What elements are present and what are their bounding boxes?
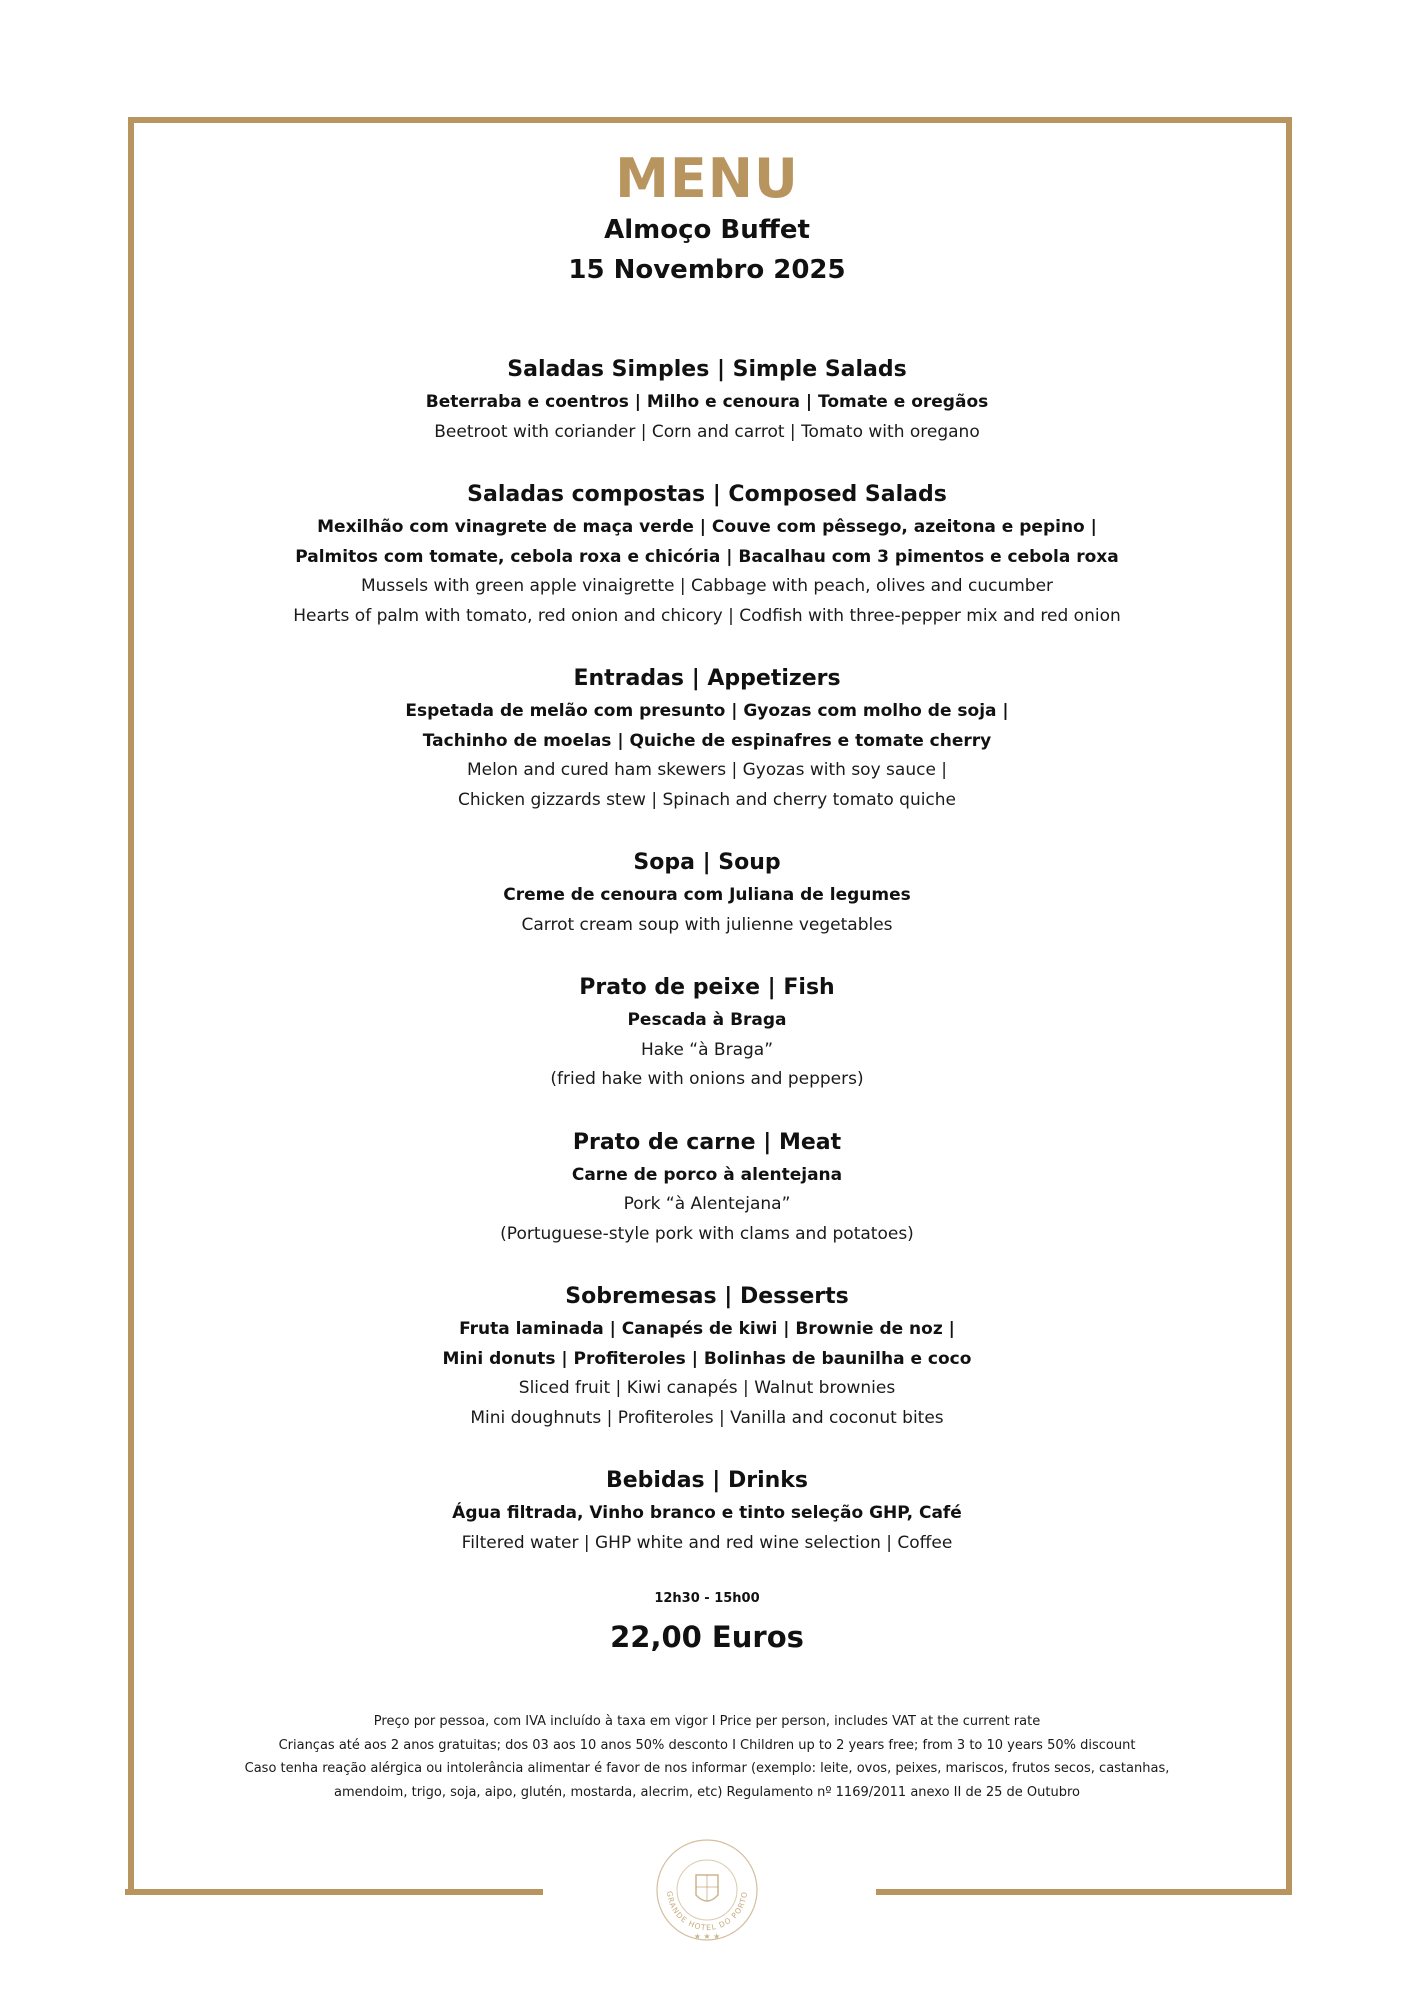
frame-bottom-left-border [125, 1889, 543, 1895]
section-title: Saladas Simples | Simple Salads [507, 357, 907, 382]
english-line: Pork “à Alentejana” [623, 1194, 791, 1214]
menu-sections [180, 352, 1234, 1588]
hotel-crest-icon [652, 1835, 762, 1945]
portuguese-line: Palmitos com tomate, cebola roxa e chicória | Bacalhau com 3 pimentos e cebola roxa [295, 546, 1119, 567]
english-line: Filtered water | GHP white and red wine selection | Coffee [461, 1532, 953, 1553]
note-line: Preço por pessoa, com IVA incluído à taxa em vigor I Price per person, includes VAT at the current rate [373, 1714, 1041, 1729]
note-line: Caso tenha reação alérgica ou intolerância alimentar é favor de nos informar (exemplo: leite, ovos, peixes, mariscos, frutos secos, castanhas, [244, 1761, 1170, 1776]
price: 22,00 Euros [610, 1620, 804, 1654]
portuguese-line: Mexilhão com vinagrete de maça verde | Couve com pêssego, azeitona e pepino | [317, 517, 1097, 537]
crest-text: GRANDE HOTEL DO PORTO [664, 1890, 750, 1933]
menu-title: MENU [615, 147, 799, 210]
menu-date: 15 Novembro 2025 [568, 255, 846, 285]
section-title: Saladas compostas | Composed Salads [467, 482, 947, 507]
section-appetizers [180, 661, 1234, 815]
english-line: Chicken gizzards stew | Spinach and cherry tomato quiche [457, 789, 957, 810]
portuguese-line: Tachinho de moelas | Quiche de espinafres e tomate cherry [422, 730, 992, 751]
note-line: amendoim, trigo, soja, aipo, glutén, mostarda, alecrim, etc) Regulamento nº 1169/2011 anexo II de 25 de Outubro [333, 1784, 1080, 1800]
portuguese-line: Água filtrada, Vinho branco e tinto seleção GHP, Café [452, 1503, 962, 1523]
menu-header [0, 148, 1414, 290]
section-title: Bebidas | Drinks [605, 1468, 809, 1493]
portuguese-line: Beterraba e coentros | Milho e cenoura | Tomate e oregãos [425, 392, 989, 412]
section-title: Prato de peixe | Fish [579, 975, 835, 1000]
section-title: Sobremesas | Desserts [565, 1284, 849, 1309]
portuguese-line: Espetada de melão com presunto | Gyozas com molho de soja | [405, 701, 1009, 721]
english-line: Mussels with green apple vinaigrette | Cabbage with peach, olives and cucumber [360, 576, 1054, 596]
portuguese-line: Pescada à Braga [627, 1010, 787, 1030]
section-title: Prato de carne | Meat [572, 1129, 842, 1155]
section-title: Entradas | Appetizers [573, 666, 841, 691]
portuguese-line: Mini donuts | Profiteroles | Bolinhas de baunilha e coco [442, 1348, 972, 1369]
frame-top-border [128, 117, 1292, 123]
section-drinks [180, 1463, 1234, 1558]
section-simple-salads [180, 352, 1234, 447]
svg-text:★ ★ ★: ★ ★ ★ [693, 1932, 721, 1941]
section-composed-salads [180, 477, 1234, 631]
portuguese-line: Creme de cenoura com Juliana de legumes [503, 885, 911, 905]
section-desserts [180, 1279, 1234, 1433]
footer-notes [180, 1710, 1234, 1804]
hotel-crest-svg [652, 1835, 762, 1945]
english-line: (Portuguese-style pork with clams and potatoes) [500, 1223, 914, 1244]
english-line: Sliced fruit | Kiwi canapés | Walnut brownies [518, 1378, 896, 1398]
portuguese-line: Fruta laminada | Canapés de kiwi | Brownie de noz | [459, 1319, 955, 1339]
section-soup [180, 845, 1234, 940]
english-line: (fried hake with onions and peppers) [550, 1069, 864, 1089]
section-meat [180, 1125, 1234, 1250]
english-line: Beetroot with coriander | Corn and carrot | Tomato with oregano [434, 421, 980, 442]
english-line: Hake “à Braga” [640, 1039, 773, 1060]
portuguese-line: Carne de porco à alentejana [571, 1164, 843, 1185]
english-line: Melon and cured ham skewers | Gyozas with soy sauce | [466, 760, 948, 780]
english-line: Mini doughnuts | Profiteroles | Vanilla and coconut bites [470, 1407, 944, 1428]
english-line: Hearts of palm with tomato, red onion and chicory | Codfish with three-pepper mix and red onion [293, 605, 1121, 626]
frame-bottom-right-border [876, 1889, 1292, 1895]
section-fish [180, 970, 1234, 1095]
section-title: Sopa | Soup [633, 850, 781, 875]
english-line: Carrot cream soup with julienne vegetables [521, 914, 893, 935]
menu-subtitle: Almoço Buffet [604, 215, 810, 245]
note-line: Crianças até aos 2 anos gratuitas; dos 03 aos 10 anos 50% desconto I Children up to 2 years free; from 3 to 10 years 50% discount [278, 1737, 1136, 1753]
service-hours: 12h30 - 15h00 [654, 1591, 760, 1606]
